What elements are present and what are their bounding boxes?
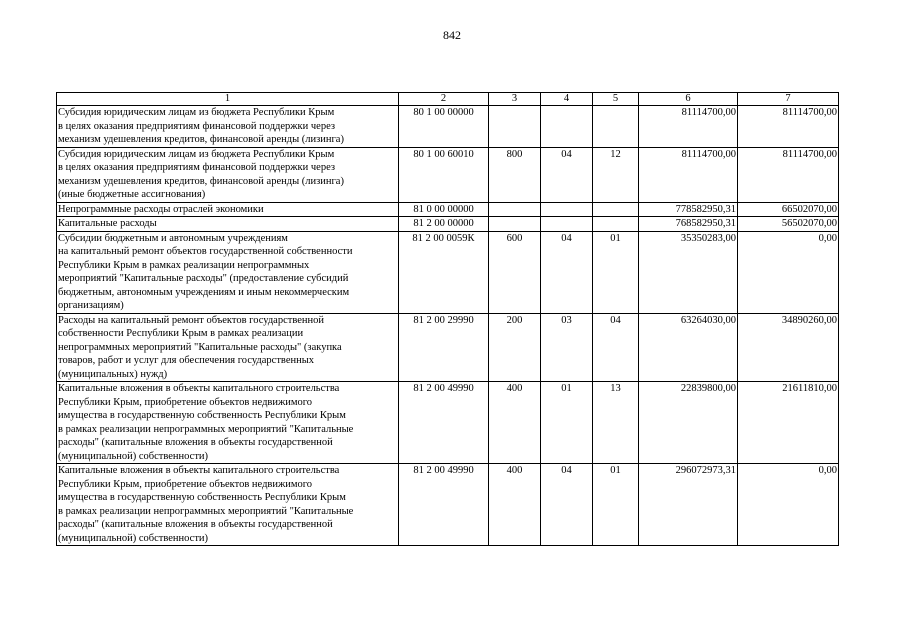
subsection-code [593, 202, 639, 217]
section-code [541, 202, 593, 217]
expense-type-code: 400 [489, 464, 541, 546]
amount-year-2: 0,00 [738, 231, 839, 313]
subsection-code: 01 [593, 464, 639, 546]
column-header: 2 [399, 93, 489, 106]
row-description: Капитальные вложения в объекты капитального строительства Республики Крым, приобретение объектов недвижимого имущества в государственную собственность Республики Крым в рамках реализации непрограммных мероприятий "Капитальные расходы" (капитальные вложения в объекты государственной (муниципальной) собственности) [57, 464, 399, 546]
amount-year-1: 768582950,31 [639, 217, 738, 232]
target-article-code: 80 1 00 60010 [399, 147, 489, 202]
amount-year-2: 66502070,00 [738, 202, 839, 217]
amount-year-1: 778582950,31 [639, 202, 738, 217]
target-article-code: 81 2 00 49990 [399, 382, 489, 464]
target-article-code: 81 2 00 49990 [399, 464, 489, 546]
expense-type-code [489, 217, 541, 232]
expense-type-code: 400 [489, 382, 541, 464]
amount-year-1: 35350283,00 [639, 231, 738, 313]
expense-type-code [489, 202, 541, 217]
row-description: Капитальные вложения в объекты капитального строительства Республики Крым, приобретение объектов недвижимого имущества в государственную собственность Республики Крым в рамках реализации непрограммных мероприятий "Капитальные расходы" (капитальные вложения в объекты государственной (муниципальной) собственности) [57, 382, 399, 464]
subsection-code: 01 [593, 231, 639, 313]
subsection-code [593, 106, 639, 148]
expense-type-code: 800 [489, 147, 541, 202]
section-code: 04 [541, 147, 593, 202]
column-header: 1 [57, 93, 399, 106]
table-row [57, 231, 839, 313]
amount-year-2: 34890260,00 [738, 313, 839, 382]
amount-year-1: 22839800,00 [639, 382, 738, 464]
row-description: Субсидия юридическим лицам из бюджета Республики Крым в целях оказания предприятиям финансовой поддержки через механизм удешевления кредитов, финансовой аренды (лизинга) (иные бюджетные ассигнования) [57, 147, 399, 202]
amount-year-2: 81114700,00 [738, 106, 839, 148]
column-header: 4 [541, 93, 593, 106]
expense-type-code: 600 [489, 231, 541, 313]
section-code: 04 [541, 231, 593, 313]
section-code [541, 217, 593, 232]
target-article-code: 81 2 00 29990 [399, 313, 489, 382]
amount-year-2: 0,00 [738, 464, 839, 546]
amount-year-1: 81114700,00 [639, 106, 738, 148]
row-description: Субсидия юридическим лицам из бюджета Республики Крым в целях оказания предприятиям финансовой поддержки через механизм удешевления кредитов, финансовой аренды (лизинга) [57, 106, 399, 148]
table-row [57, 106, 839, 148]
table-row [57, 217, 839, 232]
subsection-code: 13 [593, 382, 639, 464]
amount-year-1: 296072973,31 [639, 464, 738, 546]
column-header: 6 [639, 93, 738, 106]
budget-table [56, 92, 839, 546]
column-header: 3 [489, 93, 541, 106]
column-header: 5 [593, 93, 639, 106]
table-row [57, 202, 839, 217]
amount-year-1: 81114700,00 [639, 147, 738, 202]
subsection-code: 12 [593, 147, 639, 202]
header-row [57, 93, 839, 106]
column-header: 7 [738, 93, 839, 106]
section-code [541, 106, 593, 148]
row-description: Расходы на капитальный ремонт объектов государственной собственности Республики Крым в рамках реализации непрограммных мероприятий "Капитальные расходы" (закупка товаров, работ и услуг для обеспечения государственных (муниципальных) нужд) [57, 313, 399, 382]
table-row [57, 464, 839, 546]
amount-year-1: 63264030,00 [639, 313, 738, 382]
target-article-code: 81 2 00 0059К [399, 231, 489, 313]
amount-year-2: 21611810,00 [738, 382, 839, 464]
subsection-code [593, 217, 639, 232]
target-article-code: 81 0 00 00000 [399, 202, 489, 217]
expense-type-code: 200 [489, 313, 541, 382]
page-number: 842 [443, 28, 461, 42]
amount-year-2: 56502070,00 [738, 217, 839, 232]
row-description: Субсидии бюджетным и автономным учреждениям на капитальный ремонт объектов государственной собственности Республики Крым в рамках реализации непрограммных мероприятий "Капитальные расходы" (предоставление субсидий бюджетным, автономным учреждениям и иным некоммерческим организациям) [57, 231, 399, 313]
amount-year-2: 81114700,00 [738, 147, 839, 202]
subsection-code: 04 [593, 313, 639, 382]
section-code: 03 [541, 313, 593, 382]
target-article-code: 81 2 00 00000 [399, 217, 489, 232]
row-description: Непрограммные расходы отраслей экономики [57, 202, 399, 217]
row-description: Капитальные расходы [57, 217, 399, 232]
table-row [57, 382, 839, 464]
table-row [57, 313, 839, 382]
section-code: 04 [541, 464, 593, 546]
table-row [57, 147, 839, 202]
expense-type-code [489, 106, 541, 148]
target-article-code: 80 1 00 00000 [399, 106, 489, 148]
section-code: 01 [541, 382, 593, 464]
